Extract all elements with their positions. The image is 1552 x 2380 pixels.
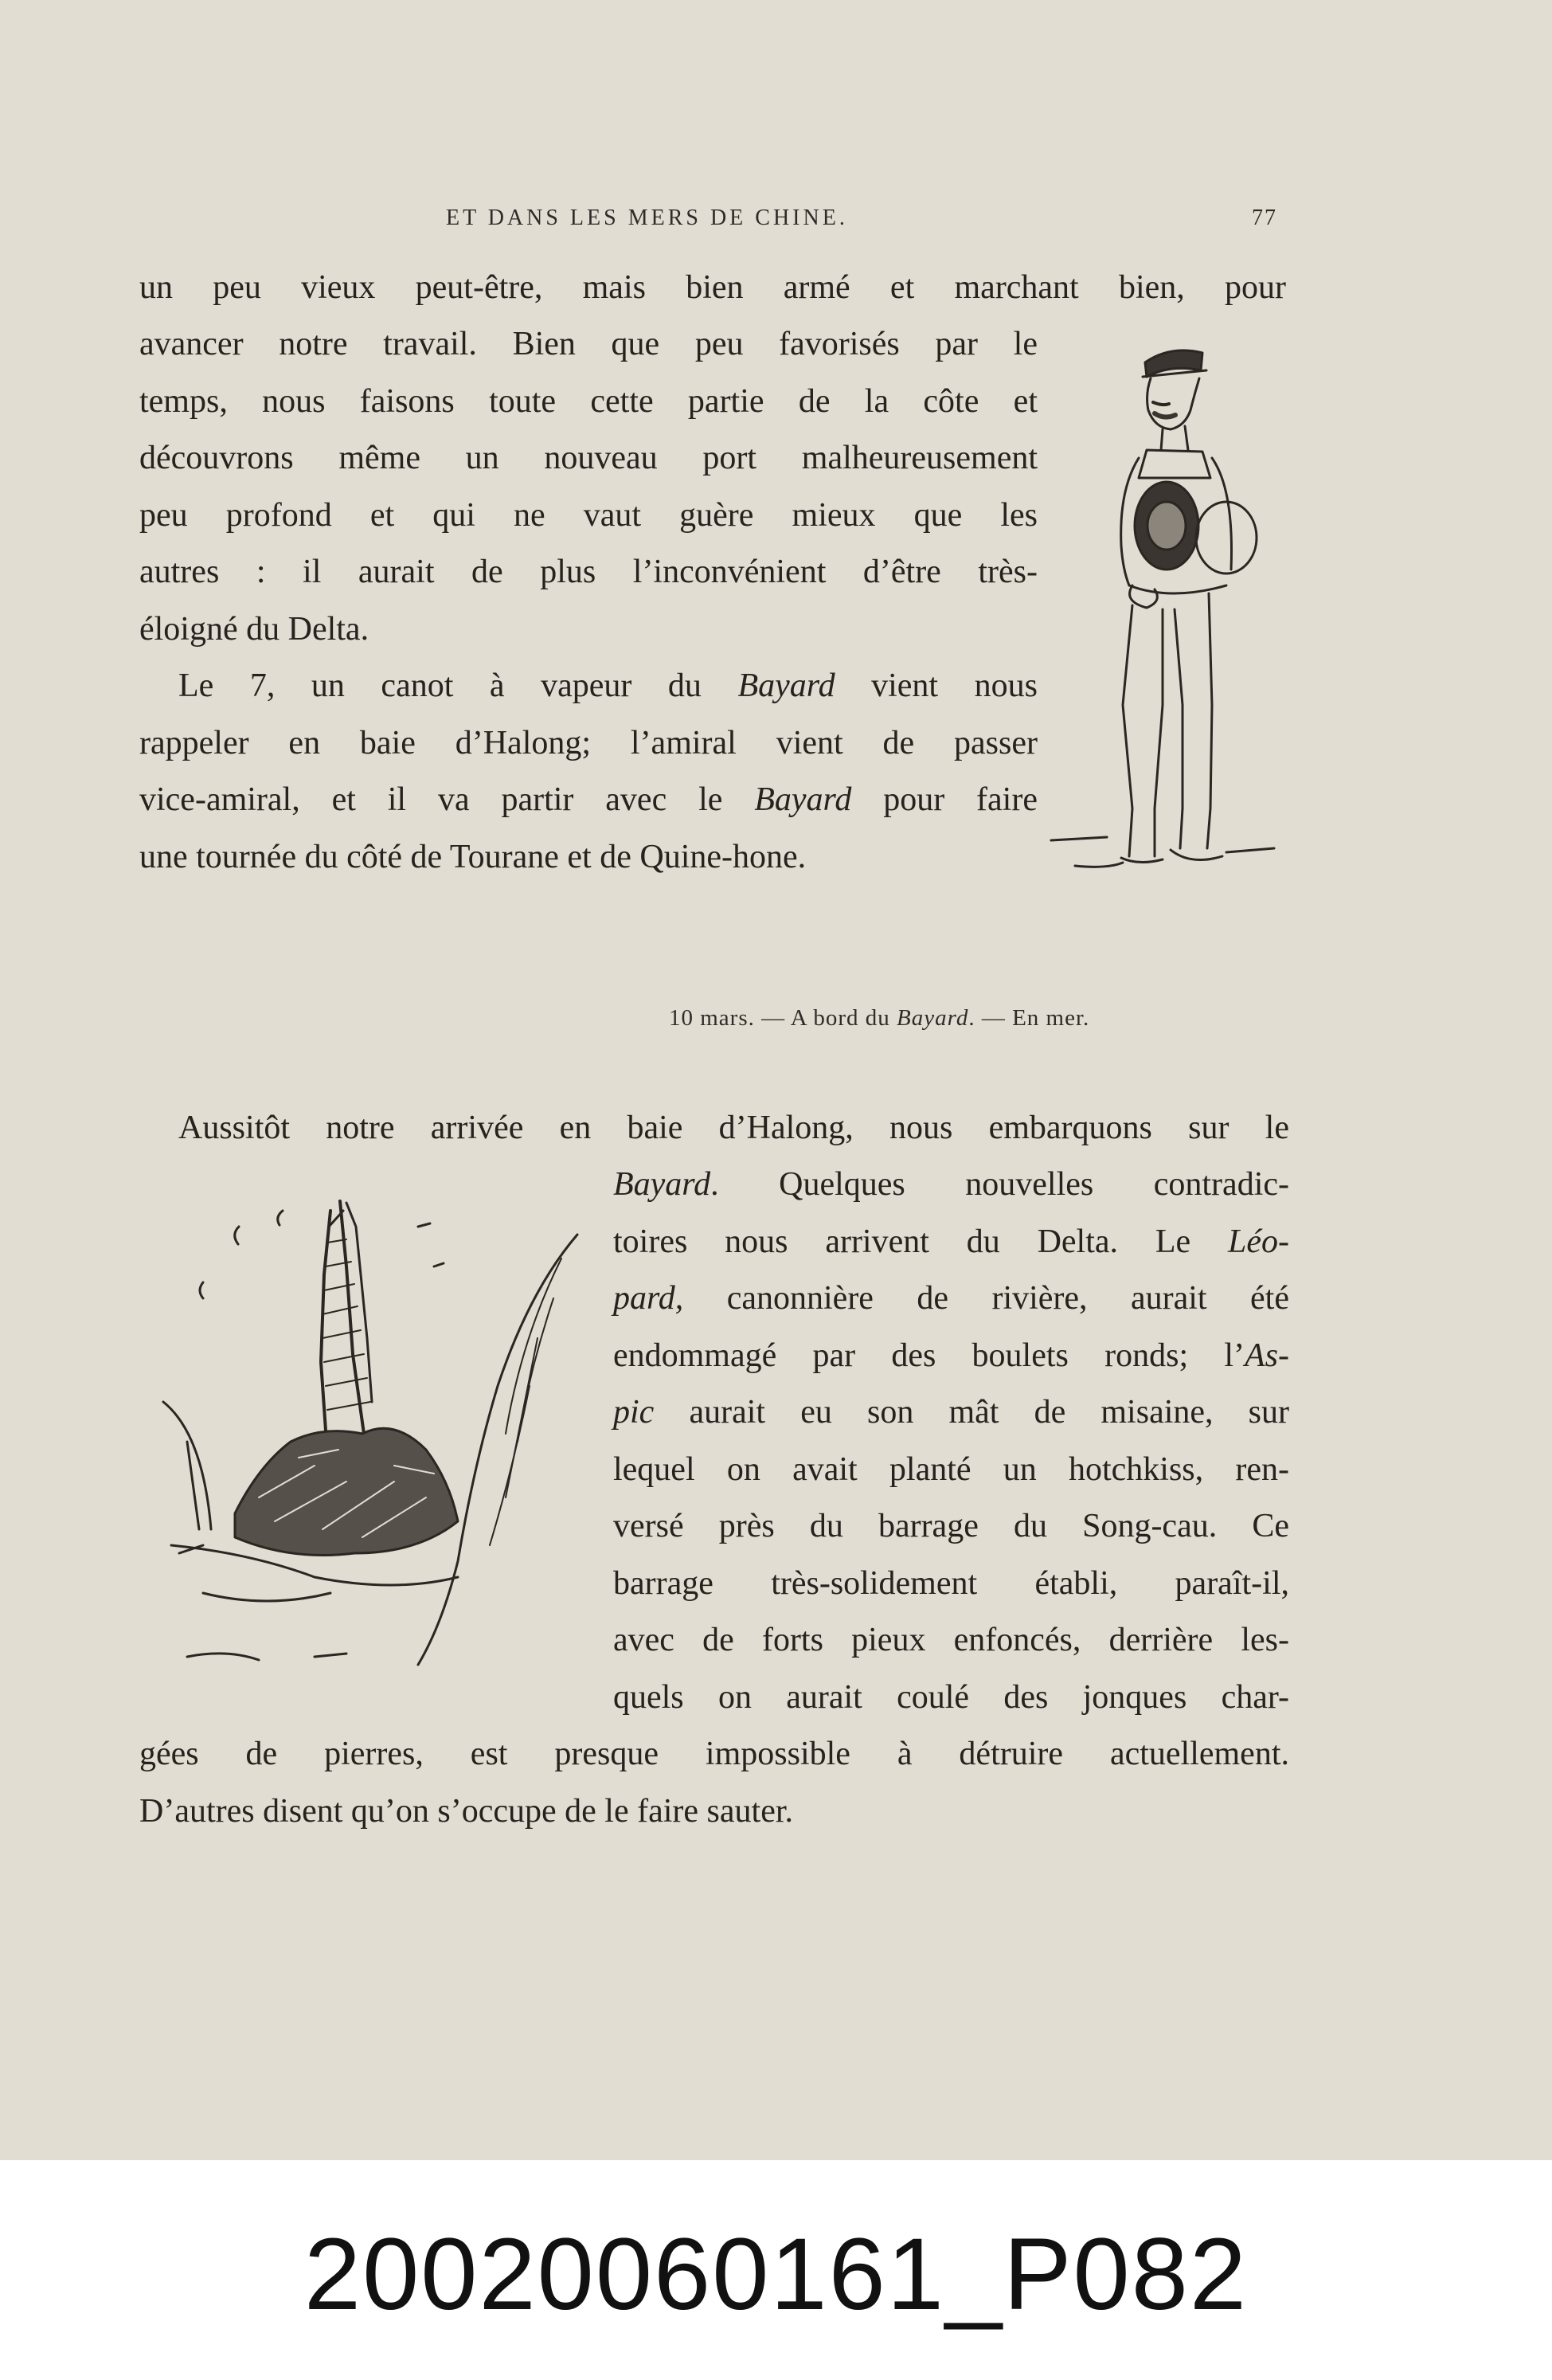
text-run: gées de pierres, est presque impossible à détruire actuellement. [139,1736,1289,1772]
text-run: pour faire [851,781,1038,818]
text-line [613,1505,1289,1548]
text-run: aurait eu son mât de misaine, sur [654,1394,1289,1431]
text-run: temps, nous faisons toute cette partie de la côte et [139,383,1038,420]
text-line [613,1619,1289,1662]
text-run: D’autres disent qu’on s’occupe de le faire sauter. [139,1793,794,1830]
text-line [139,1790,1289,1833]
italic-text: Léo- [1228,1223,1289,1260]
text-line [178,1106,1289,1149]
text-run: un peu vieux peut-être, mais bien armé et marchant bien, pour [139,269,1286,306]
text-line [139,380,1038,423]
text-run: peu profond et qui ne vaut guère mieux que les [139,497,1038,534]
text-run: avec de forts pieux enfoncés, derrière les- [613,1622,1289,1658]
text-line [613,1391,1289,1434]
text-run: toires nous arrivent du Delta. Le [613,1223,1228,1260]
archive-caption-bar [0,2160,1552,2380]
text-run: une tournée du côté de Tourane et de Quine-hone. [139,839,807,875]
text-run: rappeler en baie d’Halong; l’amiral vient de passer [139,725,1038,761]
rock-islet-illustration [155,1179,601,1673]
italic-text: As- [1245,1337,1289,1374]
text-run: lequel on avait planté un hotchkiss, ren- [613,1451,1289,1488]
text-line [139,436,1038,480]
text-run: vice-amiral, et il va partir avec le [139,781,755,818]
text-run: avancer notre travail. Bien que peu favorisés par le [139,326,1038,362]
italic-text: pic [613,1394,655,1431]
text-line [139,608,1038,651]
italic-text: pard, [613,1280,684,1317]
text-run: quels on aurait coulé des jonques char- [613,1679,1289,1716]
text-line [613,1277,1289,1320]
text-line [139,266,1286,309]
text-line [139,494,1038,537]
text-line [613,1562,1289,1605]
text-line [613,1220,1289,1263]
text-run: éloigné du Delta. [139,611,369,648]
text-run: endommagé par des boulets ronds; l’ [613,1337,1245,1374]
running-head: ET DANS LES MERS DE CHINE. [446,206,848,230]
text-run: vient nous [835,667,1038,704]
text-line [139,1732,1289,1775]
text-run: . Quelques nouvelles contradic- [710,1166,1289,1203]
text-line [178,664,1038,707]
text-run: versé près du barrage du Song-cau. Ce [613,1508,1289,1544]
dateline-ship: Bayard [897,1005,969,1031]
text-line [139,722,1038,765]
text-line [613,1163,1289,1206]
sailor-illustration [1043,331,1282,888]
italic-text: Bayard [613,1166,711,1203]
text-line [613,1676,1289,1719]
dateline-date: 10 mars. — A bord du [669,1005,897,1031]
text-run: autres : il aurait de plus l’inconvénient d’être très- [139,554,1038,590]
dateline [669,1005,1089,1031]
dateline-place: . — En mer. [968,1005,1090,1031]
text-line [613,1448,1289,1491]
text-line [139,550,1038,593]
text-run: canonnière de rivière, aurait été [683,1280,1289,1317]
text-run: Le 7, un canot à vapeur du [178,667,738,704]
italic-text: Bayard [754,781,852,818]
text-run: barrage très-solidement établi, paraît-il, [613,1565,1289,1602]
archive-id: 20020060161_P082 [303,2218,1249,2331]
text-run: découvrons même un nouveau port malheureusement [139,440,1038,476]
text-line [139,778,1038,821]
text-line [613,1334,1289,1377]
text-line [139,323,1038,366]
text-line [139,836,1038,879]
text-run: Aussitôt notre arrivée en baie d’Halong, nous embarquons sur le [178,1110,1289,1146]
page-number: 77 [1252,206,1277,230]
italic-text: Bayard [737,667,835,704]
